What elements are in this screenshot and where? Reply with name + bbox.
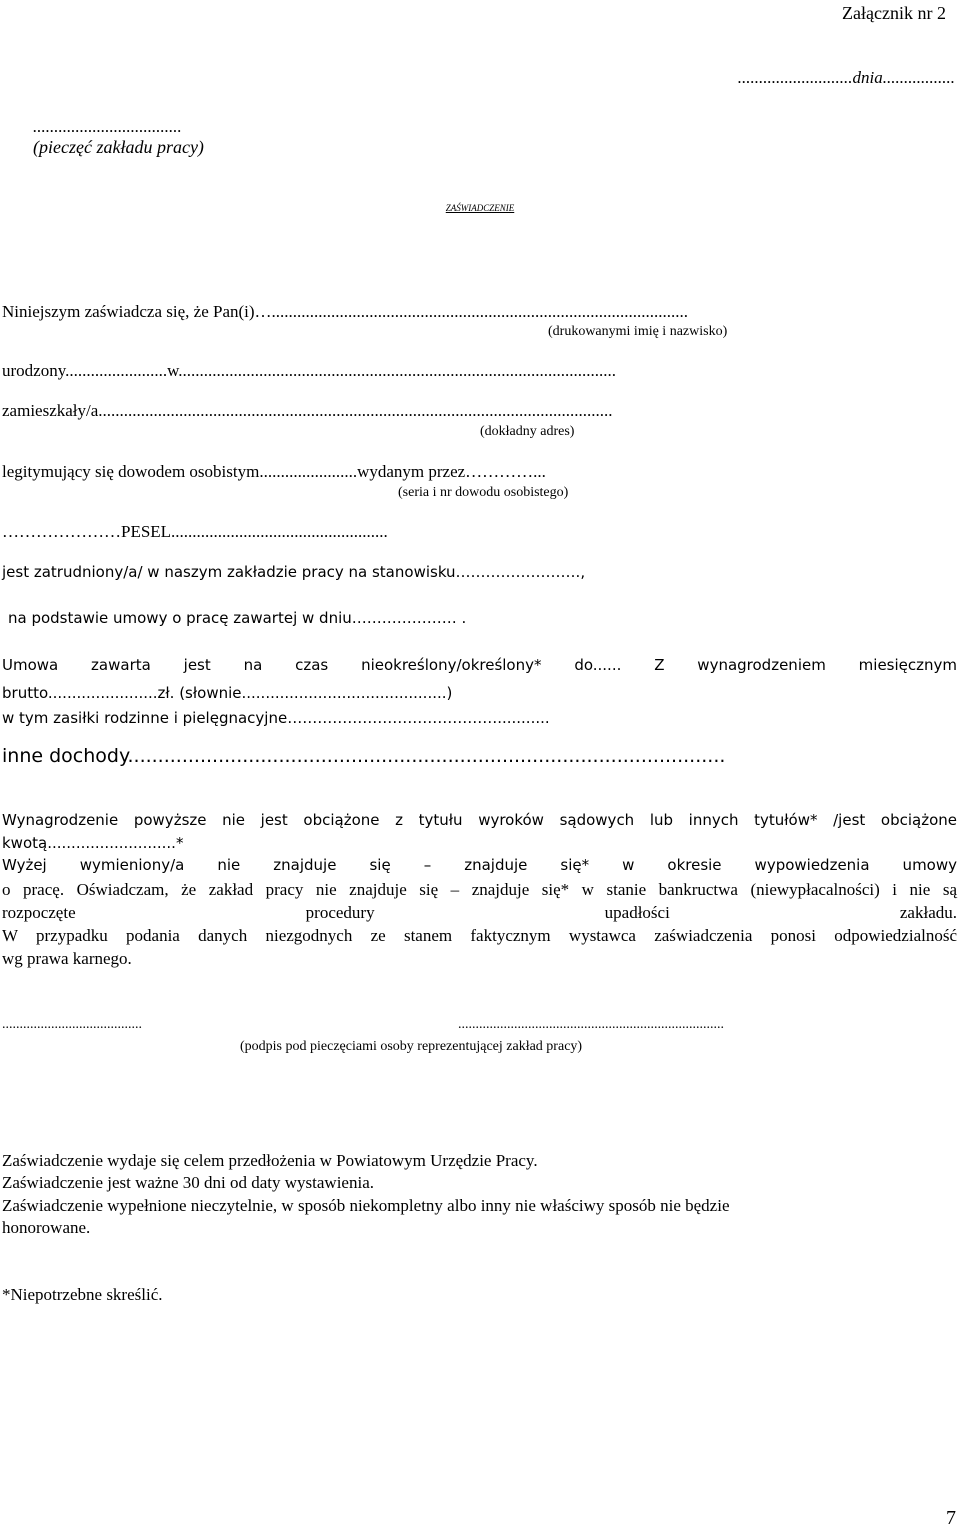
page-number: 7 — [946, 1507, 956, 1529]
contract-date-line: na podstawie umowy o pracę zawartej w dniu………………… . — [8, 609, 467, 627]
address-line: zamieszkały/a......................................................................................................................... — [2, 401, 613, 420]
date-line: ...........................dnia................. — [737, 68, 955, 87]
address-hint: (dokładny adres) — [480, 424, 575, 439]
other-income-line: inne dochody................................................................................................... — [2, 745, 726, 767]
birth-line: urodzony........................w....................................................................................................... — [2, 361, 617, 380]
purpose-note: Zaświadczenie wydaje się celem przedłożenia w Powiatowym Urzędzie Pracy. — [2, 1151, 538, 1170]
signature-dots-right: ............................................................................ — [458, 1017, 724, 1032]
attachment-label: Załącznik nr 2 — [842, 3, 946, 23]
honor-note-line-2: honorowane. — [2, 1218, 91, 1237]
signature-label: (podpis pod pieczęciami osoby reprezentującej zakład pracy) — [240, 1039, 583, 1054]
stamp-label: (pieczęć zakładu pracy) — [33, 137, 204, 157]
validity-note: Zaświadczenie jest ważne 30 dni od daty wystawienia. — [2, 1173, 374, 1192]
notice-period-line-2: o pracę. Oświadczam, że zakład pracy nie znajduje się – znajduje się* w stanie bankructwa (niewypłacalności) i nie są — [2, 880, 957, 899]
liability-line-2: wg prawa karnego. — [2, 949, 132, 968]
liability-line-1: W przypadku podania danych niezgodnych ze stanem faktycznym wystawca zaświadczenia ponosi odpowiedzialność — [2, 926, 957, 945]
id-card-line: legitymujący się dowodem osobistym.......................wydanym przez…………... — [2, 462, 546, 481]
signature-dots-left: ........................................ — [2, 1017, 142, 1032]
position-line: jest zatrudniony/a/ w naszym zakładzie pracy na stanowisku……………………., — [2, 563, 586, 581]
honor-note-line-1: Zaświadczenie wypełnione nieczytelnie, w sposób niekompletny albo inny nie właściwy sposób nie będzie — [2, 1196, 730, 1215]
person-name-hint: (drukowanymi imię i nazwisko) — [548, 324, 728, 339]
encumbrance-line-2: kwotą...........................* — [2, 834, 184, 852]
id-card-hint: (seria i nr dowodu osobistego) — [398, 485, 569, 500]
allowance-line: w tym zasiłki rodzinne i pielęgnacyjne……………………………………........... — [2, 709, 550, 727]
notice-period-line-1: Wyżej wymieniony/a nie znajduje się – znajduje się* w okresie wypowiedzenia umowy — [2, 856, 957, 874]
document-title: ZAŚWIADCZENIE — [445, 203, 515, 213]
contract-term-line: Umowa zawarta jest na czas nieokreślony/określony* do...... Z wynagrodzeniem miesięcznym — [2, 656, 957, 674]
encumbrance-line-1: Wynagrodzenie powyższe nie jest obciążone z tytułu wyroków sądowych lub innych tytułów* /jest obciążone — [2, 811, 957, 829]
stamp-dots: ................................... — [33, 117, 182, 136]
bankruptcy-line: rozpoczęte procedury upadłości zakładu. — [2, 903, 957, 922]
gross-salary-line: brutto.......................zł. (słownie...........................................) — [2, 684, 453, 702]
person-name-line: Niniejszym zaświadcza się, że Pan(i)….................................................................................................. — [2, 302, 689, 321]
asterisk-note: *Niepotrzebne skreślić. — [2, 1285, 163, 1304]
pesel-line: …………………PESEL................................................... — [2, 522, 388, 541]
